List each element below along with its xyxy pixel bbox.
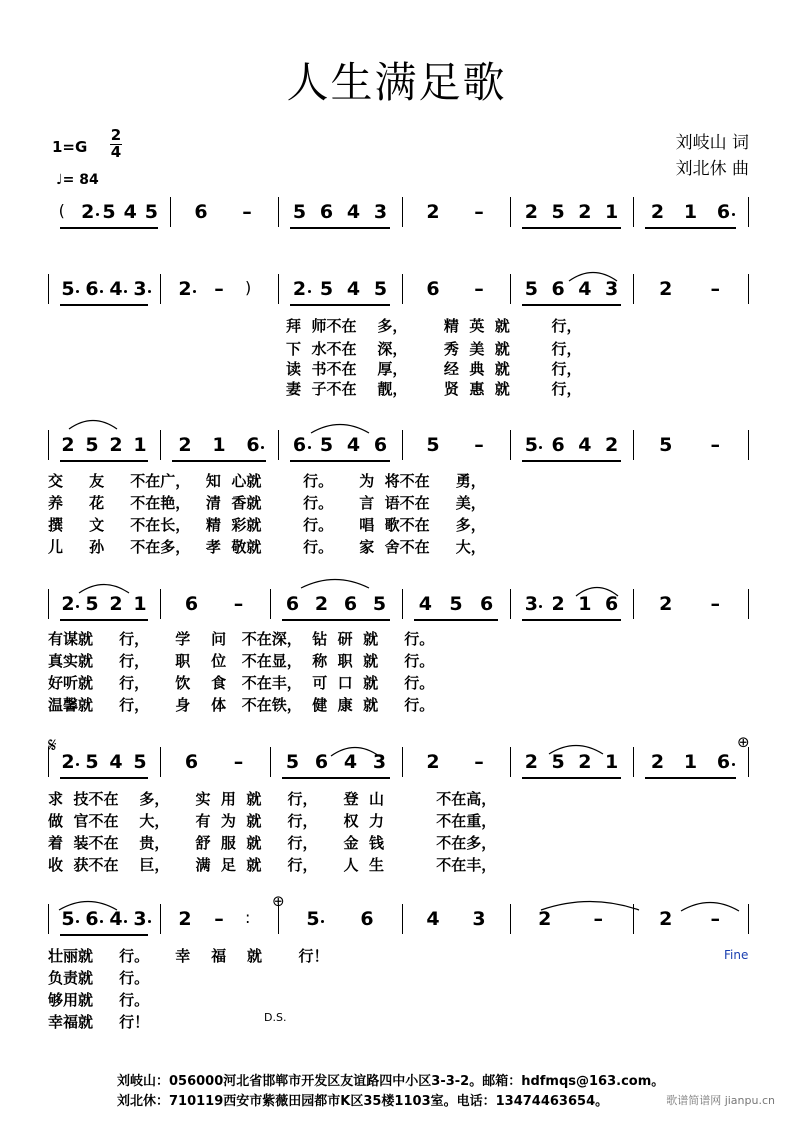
lyric-line: 壮丽就 行。 幸 福 就 行！ (48, 947, 329, 965)
note: 5 (85, 593, 99, 615)
note: 2 (659, 278, 673, 300)
note: 1 (578, 593, 592, 615)
tempo: ♩= 84 (56, 172, 99, 188)
note: 6 (292, 434, 307, 456)
coda-sign-2: ⊕ (272, 892, 285, 910)
beam (522, 304, 621, 306)
slur (310, 420, 370, 434)
bar-line (160, 904, 161, 934)
beam (60, 460, 148, 462)
time-num: 2 (110, 126, 122, 144)
lyric-line: 真实就 行， 职 位 不在显， 称 职 就 行。 (48, 652, 435, 670)
note: 2 (524, 201, 538, 223)
note: 3 (373, 201, 388, 223)
note: 2 (178, 434, 192, 456)
note: 2 (538, 908, 552, 930)
bar-line (278, 197, 279, 227)
note: – (474, 434, 484, 456)
note: 1 (683, 201, 698, 223)
note: 3 (133, 908, 147, 930)
lyric-line: 够用就 行。 (48, 991, 150, 1009)
note: 2 (605, 434, 619, 456)
note: 1 (605, 751, 619, 773)
bar-line (748, 589, 749, 619)
note: 4 (346, 278, 361, 300)
slur (300, 575, 370, 589)
note: 4 (123, 201, 137, 223)
score-sign: ( (58, 201, 65, 220)
augmentation-dot (539, 605, 542, 608)
note: 6 (85, 908, 99, 930)
note: 6 (480, 593, 494, 615)
bar-line (748, 197, 749, 227)
augmentation-dot (96, 213, 99, 216)
beam (60, 227, 158, 229)
note: 2 (650, 751, 665, 773)
bar-line (510, 430, 511, 460)
lyric-line: 读 书不在 厚， 经 典 就 行， (286, 360, 582, 378)
note: 3 (524, 593, 538, 615)
note: 2 (659, 908, 673, 930)
note: 2 (426, 751, 440, 773)
note: – (474, 751, 484, 773)
note: 4 (109, 278, 123, 300)
note: 2 (524, 751, 538, 773)
bar-line (170, 197, 171, 227)
bar-line (270, 589, 271, 619)
lyric-line: 做 官不在 大， 有 为 就 行， 权 力 不在重， (48, 812, 497, 830)
slur (575, 583, 619, 597)
bar-line (48, 589, 49, 619)
slur (568, 268, 618, 282)
note: 1 (683, 751, 698, 773)
bar-line (510, 904, 511, 934)
note: 2 (426, 201, 440, 223)
note: 6 (360, 908, 374, 930)
note: – (233, 593, 244, 615)
bar-line (160, 274, 161, 304)
note: – (474, 278, 484, 300)
beam (645, 777, 736, 779)
augmentation-dot (148, 290, 151, 293)
lyric-line: 幸福就 行！ (48, 1013, 150, 1031)
augmentation-dot (100, 920, 103, 923)
note: 2 (61, 434, 75, 456)
note: 6 (85, 278, 99, 300)
beam (60, 934, 148, 936)
bar-line (402, 274, 403, 304)
score-sign: ) (245, 278, 252, 297)
slur (68, 416, 118, 430)
lyric-line: 妻 子不在 靓， 贤 惠 就 行， (286, 380, 582, 398)
bar-line (633, 274, 634, 304)
note: 6 (319, 201, 334, 223)
augmentation-dot (124, 920, 127, 923)
note: 5 (524, 278, 538, 300)
note: 4 (426, 908, 440, 930)
note: – (593, 908, 603, 930)
beam (60, 619, 148, 621)
note: 2 (178, 908, 192, 930)
bar-line (402, 904, 403, 934)
beam (282, 777, 390, 779)
augmentation-dot (76, 920, 79, 923)
note: 6 (343, 593, 358, 615)
fine-mark: Fine (724, 948, 749, 962)
augmentation-dot (261, 446, 264, 449)
note: – (710, 593, 720, 615)
note: – (214, 908, 224, 930)
bar-line (48, 430, 49, 460)
note: 6 (246, 434, 260, 456)
note: 2 (551, 593, 565, 615)
note: 6 (194, 201, 208, 223)
augmentation-dot (308, 290, 311, 293)
note: 6 (314, 751, 329, 773)
note: 2 (578, 201, 592, 223)
bar-line (748, 274, 749, 304)
beam (522, 460, 621, 462)
note: 5 (85, 751, 99, 773)
lyric-line: 撰 文 不在长， 精 彩就 行。 唱 歌不在 多， (48, 516, 486, 534)
note: 6 (373, 434, 388, 456)
beam (522, 227, 621, 229)
note: – (710, 908, 720, 930)
bar-line (402, 197, 403, 227)
augmentation-dot (148, 920, 151, 923)
bar-line (402, 747, 403, 777)
note: 1 (212, 434, 226, 456)
note: 5 (319, 278, 334, 300)
lyric-line: 求 技不在 多， 实 用 就 行， 登 山 不在高， (48, 790, 497, 808)
note: 5 (449, 593, 463, 615)
note: 5 (426, 434, 440, 456)
beam (290, 227, 390, 229)
lyric-line: 温馨就 行， 身 体 不在铁， 健 康 就 行。 (48, 696, 435, 714)
note: 5 (102, 201, 116, 223)
note: 2 (314, 593, 329, 615)
note: 4 (578, 278, 592, 300)
note: – (242, 201, 252, 223)
bar-line (748, 747, 749, 777)
note: 5 (306, 908, 320, 930)
note: 4 (346, 201, 361, 223)
note: 2 (61, 751, 75, 773)
note: – (474, 201, 484, 223)
beam (60, 777, 148, 779)
watermark: 歌谱简谱网 jianpu.cn (666, 1094, 775, 1107)
note: 5 (144, 201, 158, 223)
note: 1 (133, 434, 147, 456)
augmentation-dot (732, 213, 735, 216)
slur (548, 741, 604, 755)
note: 2 (109, 434, 123, 456)
beam (60, 304, 148, 306)
slur (540, 897, 640, 911)
slur (330, 743, 380, 757)
bar-line (633, 197, 634, 227)
score-sign: : (245, 908, 251, 927)
beam (172, 460, 266, 462)
beam (645, 227, 736, 229)
composer: 刘北休 曲 (675, 159, 749, 179)
bar-line (160, 747, 161, 777)
slur (58, 897, 118, 911)
beam (414, 619, 498, 621)
note: 2 (109, 593, 123, 615)
lyric-line: 下 水不在 深， 秀 美 就 行， (286, 340, 582, 358)
note: 2 (81, 201, 95, 223)
note: 5 (319, 434, 334, 456)
note: 6 (285, 593, 300, 615)
lyric-line: 着 装不在 贵， 舒 服 就 行， 金 钱 不在多， (48, 834, 497, 852)
note: 4 (109, 908, 123, 930)
note: 5 (85, 434, 99, 456)
bar-line (278, 274, 279, 304)
note: 6 (716, 751, 731, 773)
note: 1 (133, 593, 147, 615)
bar-line (633, 747, 634, 777)
note: 5 (133, 751, 147, 773)
note: 2 (61, 593, 75, 615)
augmentation-dot (76, 290, 79, 293)
augmentation-dot (76, 763, 79, 766)
augmentation-dot (100, 290, 103, 293)
key-signature: 1=G (52, 138, 88, 156)
beam (282, 619, 390, 621)
lyric-line: 好听就 行， 饮 食 不在丰， 可 口 就 行。 (48, 674, 435, 692)
note: 3 (605, 278, 619, 300)
augmentation-dot (321, 920, 324, 923)
note: 4 (109, 751, 123, 773)
note: 4 (418, 593, 432, 615)
time-den: 4 (110, 143, 122, 161)
note: 2 (178, 278, 192, 300)
note: 6 (184, 593, 199, 615)
bar-line (160, 430, 161, 460)
note: 6 (551, 434, 565, 456)
bar-line (510, 589, 511, 619)
note: 3 (472, 908, 486, 930)
augmentation-dot (193, 290, 196, 293)
note: 5 (659, 434, 673, 456)
note: 6 (551, 278, 565, 300)
footer-line-1: 刘岐山：056000河北省邯郸市开发区友谊路四中小区3-3-2。邮箱：hdfmqs@163.com。 (117, 1074, 665, 1089)
bar-line (48, 274, 49, 304)
note: 5 (373, 278, 388, 300)
beam (522, 777, 621, 779)
bar-line (48, 904, 49, 934)
note: – (710, 434, 720, 456)
bar-line (278, 430, 279, 460)
bar-line (510, 274, 511, 304)
note: 4 (346, 434, 361, 456)
note: 3 (372, 751, 387, 773)
coda-sign: ⊕ (737, 733, 750, 751)
bar-line (270, 747, 271, 777)
augmentation-dot (308, 446, 311, 449)
augmentation-dot (124, 290, 127, 293)
note: 1 (605, 201, 619, 223)
note: – (233, 751, 244, 773)
bar-line (748, 904, 749, 934)
lyric-line: 养 花 不在艳， 清 香就 行。 言 语不在 美， (48, 494, 486, 512)
note: 4 (343, 751, 358, 773)
lyric-line: 拜 师不在 多， 精 英 就 行， (286, 317, 582, 335)
bar-line (748, 430, 749, 460)
note: 2 (659, 593, 673, 615)
note: 6 (184, 751, 199, 773)
note: 5 (551, 751, 565, 773)
note: 5 (292, 201, 307, 223)
lyric-line: 有谋就 行， 学 问 不在深， 钻 研 就 行。 (48, 630, 435, 648)
note: 5 (61, 278, 75, 300)
note: 2 (578, 751, 592, 773)
note: 5 (61, 908, 75, 930)
note: 5 (285, 751, 300, 773)
augmentation-dot (732, 763, 735, 766)
lyric-line: 负责就 行。 (48, 969, 150, 987)
augmentation-dot (76, 605, 79, 608)
augmentation-dot (539, 446, 542, 449)
note: 2 (650, 201, 665, 223)
note: – (710, 278, 720, 300)
note: 5 (372, 593, 387, 615)
beam (290, 460, 390, 462)
note: 6 (716, 201, 731, 223)
beam (522, 619, 621, 621)
note: 5 (524, 434, 538, 456)
note: 5 (551, 201, 565, 223)
song-title: 人生满足歌 (286, 58, 507, 107)
note: 2 (292, 278, 307, 300)
bar-line (160, 589, 161, 619)
slur (680, 898, 740, 912)
bar-line (510, 197, 511, 227)
lyric-line: 交 友 不在广， 知 心就 行。 为 将不在 勇， (48, 472, 486, 490)
ds-mark: D.S. (264, 1011, 287, 1024)
bar-line (633, 589, 634, 619)
slur (78, 580, 130, 594)
segno-sign: 𝄋 (48, 733, 57, 757)
note: 6 (605, 593, 619, 615)
bar-line (633, 430, 634, 460)
note: 3 (133, 278, 147, 300)
footer-line-2: 刘北休：710119西安市紫薇田园都市K区35楼1103室。电话：13474463654。 (117, 1094, 609, 1109)
time-signature (110, 128, 122, 160)
lyric-line: 儿 孙 不在多， 孝 敬就 行。 家 舍不在 大， (48, 538, 486, 556)
lyric-line: 收 获不在 巨， 满 足 就 行， 人 生 不在丰， (48, 856, 497, 874)
bar-line (510, 747, 511, 777)
bar-line (402, 430, 403, 460)
note: 6 (426, 278, 440, 300)
lyricist: 刘岐山 词 (675, 133, 749, 153)
bar-line (402, 589, 403, 619)
beam (290, 304, 390, 306)
note: 4 (578, 434, 592, 456)
note: – (214, 278, 224, 300)
